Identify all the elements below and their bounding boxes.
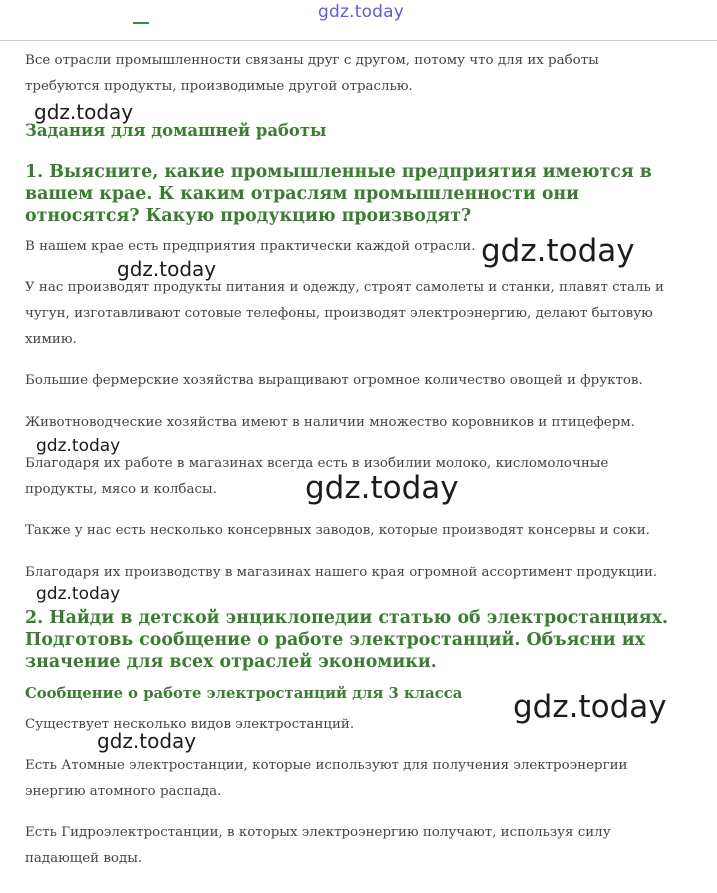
task1-paragraph-6: Также у нас есть несколько консервных заводов, которые производят консервы и соки. [25,523,650,538]
task1-paragraph-2: У нас производят продукты питания и одежду, строят самолеты и станки, плавят сталь и чугун, изготавливают сотовые телефоны, производят электроэнергию, делают бытовую химию. [25,280,664,347]
task1-paragraph-1: В нашем крае есть предприятия практически каждой отрасли. [25,239,476,254]
task2-paragraph-2: Есть Атомные электростанции, которые используют для получения электроэнергии энергию атомного распада. [25,758,628,799]
task2-paragraph-1: Существует несколько видов электростанций. [25,717,355,732]
watermark: gdz.today [36,436,121,456]
task2-subtitle: Сообщение о работе электростанций для 3 класса [25,685,463,702]
watermark: gdz.today [305,470,459,506]
menu-dash-icon[interactable] [133,22,149,24]
task2-paragraph-3: Есть Гидроэлектростанции, в которых электроэнергию получают, используя силу падающей воды. [25,825,611,866]
watermark: gdz.today [117,257,217,281]
intro-paragraph: Все отрасли промышленности связаны друг с другом, потому что для их работы требуются продукты, производимые другой отраслью. [25,53,599,94]
watermark: gdz.today [97,729,197,753]
top-bar [0,0,717,41]
task1-paragraph-4: Животноводческие хозяйства имеют в наличии множество коровников и птицеферм. [25,415,635,430]
watermark: gdz.today [513,689,667,725]
task1-paragraph-7: Благодаря их производству в магазинах нашего края огромной ассортимент продукции. [25,565,658,580]
task2-question: 2. Найди в детской энциклопедии статью об электростанциях. Подготовь сообщение о работе электростанций. Объясни их значение для всех отраслей экономики. [25,608,669,672]
watermark: gdz.today [34,100,134,124]
task1-paragraph-5: Благодаря их работе в магазинах всегда есть в изобилии молоко, кисломолочные продукты, мясо и колбасы. [25,456,609,497]
task1-question: 1. Выясните, какие промышленные предприятия имеются в вашем крае. К каким отраслям промышленности они относятся? Какую продукцию производят? [25,162,652,226]
section-title: Задания для домашней работы [25,121,327,140]
watermark: gdz.today [481,233,635,269]
watermark: gdz.today [36,584,121,604]
task1-paragraph-3: Большие фермерские хозяйства выращивают огромное количество овощей и фруктов. [25,373,643,388]
site-logo[interactable]: gdz.today [318,2,405,22]
